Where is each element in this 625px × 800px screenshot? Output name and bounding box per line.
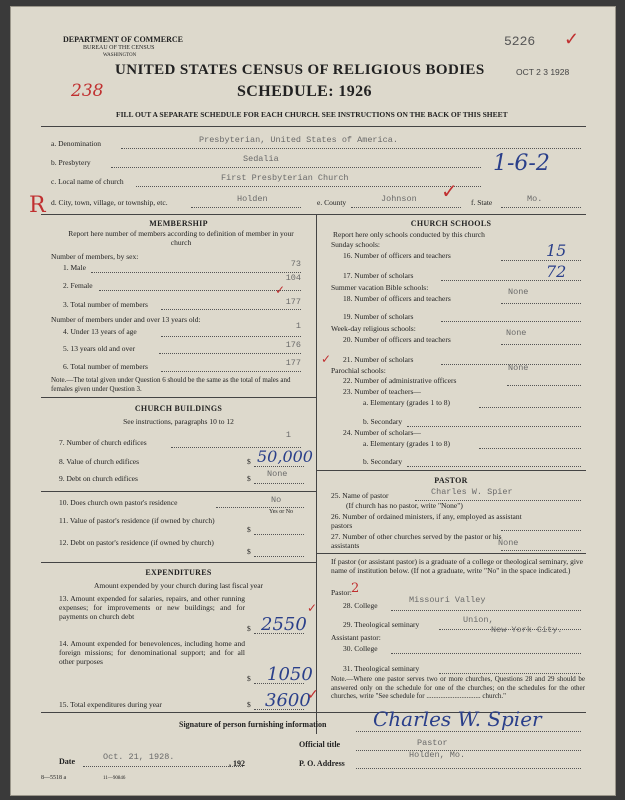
q30-label: 30. College xyxy=(343,644,378,653)
form-title: UNITED STATES CENSUS OF RELIGIOUS BODIES xyxy=(115,62,485,78)
check-mark-icon: ✓ xyxy=(307,601,318,615)
q10-residence-label: 10. Does church own pastor's residence xyxy=(59,498,178,507)
q13-running-label: 13. Amount expended for salaries, repairs, and other running expenses; for improvements or new buildings; and for payments on church debt xyxy=(59,594,245,621)
q25-sub: (If church has no pastor, write "None") xyxy=(346,501,463,510)
q25-value: Charles W. Spier xyxy=(431,487,513,497)
q12-residence-debt-label: 12. Debt on pastor's residence (if owned by church) xyxy=(59,538,214,547)
weekday-label: Week-day religious schools: xyxy=(331,324,416,333)
age-intro-label: Number of members under and over 13 years old: xyxy=(51,315,201,324)
schools-title: CHURCH SCHOOLS xyxy=(410,219,492,228)
membership-intro: Report here number of members according to definition of member in your church xyxy=(68,229,294,247)
check-mark-icon: ✓ xyxy=(564,29,580,49)
q18-label: 18. Number of officers and teachers xyxy=(343,294,451,303)
pastor-note: Note.—Where one pastor serves two or more churches, Questions 28 and 29 should be answered only on the schedule for one of the churches; on the schedules for the other churches, write "See schedule for ............................... church." xyxy=(331,675,585,700)
po-address-value: Holden, Mo. xyxy=(409,750,466,760)
q28-value: Missouri Valley xyxy=(409,595,486,605)
print-code: 11—90846 xyxy=(103,776,126,781)
q31-label: 31. Theological seminary xyxy=(343,664,420,673)
q10-residence-value: No xyxy=(271,495,282,505)
bureau-name: BUREAU OF THE CENSUS xyxy=(83,45,155,51)
q18-value: None xyxy=(508,287,529,297)
q24b-label: b. Secondary xyxy=(363,457,403,466)
q2-female-value: 104 xyxy=(285,273,301,283)
expenditures-intro: Amount expended by your church during last fiscal year xyxy=(93,581,264,590)
date-label: Date xyxy=(59,757,75,766)
q16-value: 15 xyxy=(546,241,567,260)
section-rule-top xyxy=(41,214,586,215)
expenditures-title: EXPENDITURES xyxy=(145,568,212,577)
assistant-sub-label: Assistant pastor: xyxy=(331,633,381,642)
q20-value: None xyxy=(506,328,527,338)
column-divider xyxy=(316,214,317,734)
q13-running-value: 2550 xyxy=(261,614,307,635)
q3-total-value: 177 xyxy=(285,297,301,307)
q23a-label: a. Elementary (grades 1 to 8) xyxy=(363,398,451,407)
handwritten-r-mark: R xyxy=(29,193,46,218)
q9-debt-value: None xyxy=(267,469,288,479)
q21-label: 21. Number of scholars xyxy=(343,355,414,364)
handwritten-code: 1-6-2 xyxy=(493,151,550,176)
q1-male-value: 73 xyxy=(290,259,301,269)
signature-label: Signature of person furnishing information xyxy=(179,720,327,729)
local-name-label: c. Local name of church xyxy=(51,177,124,186)
q29-value-line1: Union, xyxy=(463,615,494,625)
membership-note: Note.—The total given under Question 6 should be the same as the total of males and females given under Question 3. xyxy=(51,376,291,393)
official-title-value: Pastor xyxy=(417,738,448,748)
q25-label: 25. Name of pastor xyxy=(331,491,389,500)
q7-edifices-label: 7. Number of church edifices xyxy=(59,438,147,447)
check-mark-icon: ✓ xyxy=(441,181,458,203)
q6-total-label: 6. Total number of members xyxy=(63,362,148,371)
county-label: e. County xyxy=(317,198,347,207)
q8-value-label: 8. Value of church edifices xyxy=(59,457,140,466)
q3-total-label: 3. Total number of members xyxy=(63,300,148,309)
q20-label: 20. Number of officers and teachers xyxy=(343,335,451,344)
q1-male-label: 1. Male xyxy=(63,263,86,272)
schools-intro: Report here only schools conducted by this church xyxy=(333,230,485,239)
q7-edifices-value: 1 xyxy=(285,430,291,440)
official-title-label: Official title xyxy=(299,740,341,749)
q24a-label: a. Elementary (grades 1 to 8) xyxy=(363,439,451,448)
graduate-note: If pastor (or assistant pastor) is a graduate of a college or theological seminary, give name of institution below. (If not a graduate, write "No" in the space indicated.) xyxy=(331,557,583,575)
q27-label: 27. Number of other churches served by the pastor or his assistants xyxy=(331,532,502,550)
po-address-label: P. O. Address xyxy=(299,759,345,768)
form-instruction: FILL OUT A SEPARATE SCHEDULE FOR EACH CHURCH. SEE INSTRUCTIONS ON THE BACK OF THIS SHEET xyxy=(116,110,508,119)
presbytery-label: b. Presbytery xyxy=(51,158,91,167)
department-name: DEPARTMENT OF COMMERCE xyxy=(63,35,184,44)
denomination-label: a. Denomination xyxy=(51,139,101,148)
date-value: Oct. 21, 1928. xyxy=(103,752,175,762)
check-mark-icon: ✓ xyxy=(307,688,319,703)
buildings-intro: See instructions, paragraphs 10 to 12 xyxy=(123,417,234,426)
received-date-stamp: OCT 2 3 1928 xyxy=(516,67,570,77)
q17-label: 17. Number of scholars xyxy=(343,271,414,280)
q23b-label: b. Secondary xyxy=(363,417,403,426)
expenditures-rule xyxy=(41,562,316,563)
q29-label: 29. Theological seminary xyxy=(343,620,420,629)
pastor-rule xyxy=(316,470,586,471)
q11-residence-value-label: 11. Value of pastor's residence (if owned by church) xyxy=(59,516,215,525)
vacation-label: Summer vacation Bible schools: xyxy=(331,283,429,292)
serial-number: 5226 xyxy=(504,34,536,49)
q8-value-value: 50,000 xyxy=(257,447,313,466)
county-value: Johnson xyxy=(381,194,417,204)
q14-benevolence-label: 14. Amount expended for benevolences, including home and foreign missions; for denominational support; and for all other purposes xyxy=(59,639,245,666)
q29-value-line2: New York City. xyxy=(491,625,563,635)
denomination-value: Presbyterian, United States of America. xyxy=(199,135,398,145)
state-value: Mo. xyxy=(527,194,543,204)
q24-label: 24. Number of scholars— xyxy=(343,428,421,437)
q5-over13-label: 5. 13 years old and over xyxy=(63,344,136,353)
city-label: d. City, town, village, or township, etc. xyxy=(51,198,168,207)
presbytery-value: Sedalia xyxy=(243,154,279,164)
bureau-city: WASHINGTON xyxy=(103,53,137,58)
q4-under13-label: 4. Under 13 years of age xyxy=(63,327,137,336)
q4-under13-value: 1 xyxy=(295,321,301,331)
q28-label: 28. College xyxy=(343,601,378,610)
q9-debt-label: 9. Debt on church edifices xyxy=(59,474,138,483)
handwritten-tick: 2 xyxy=(351,581,360,596)
city-value: Holden xyxy=(237,194,268,204)
parochial-value: None xyxy=(508,363,529,373)
q17-value: 72 xyxy=(546,262,567,281)
q16-label: 16. Number of officers and teachers xyxy=(343,251,451,260)
q5-over13-value: 176 xyxy=(285,340,301,350)
check-mark-icon: ✓ xyxy=(275,283,286,297)
census-schedule-sheet: DEPARTMENT OF COMMERCE BUREAU OF THE CENSUS WASHINGTON 5226 ✓ UNITED STATES CENSUS OF RELIGIOUS BODIES OCT 2 3 1928 238 SCHEDULE: 1926 FILL OUT A SEPARATE SCHEDULE FOR EACH CHURCH. SEE INSTRUCTIONS ON THE BACK OF THIS SHEET a. Denomination Presbyterian, United States of America. b. Presbytery Sedalia 1-6-2 c. Local name of church First Presbyterian Church R d. City, town, village, or township, etc. Holden e. County Johnson ✓ f. State Mo. MEMBERSHIP Report here number of members according to definition of member in your church Number of members, by sex: 1. Male 73 2. Female 104 3. Total number of members 177 Number of members under and over 13 years old: 4. Under 13 years of age 1 5. 13 years old and over 176 6. Total number of members 177 Note.—The total given under Question 6 should be the same as the total of males and females given under Question 3. CHURCH BUILDINGS See instructions, paragraphs 10 to 12 7. Number of church edifices 1 8. Value of church edifices $ 50,000 9. Debt on church edifices $ None 10. Does church own pastor's residence No Yes or No 11. Value of pastor's residence (if owned by church) $ 12. Debt on pastor's residence (if owned by church) $ EXPENDITURES Amount expended by your church during last fiscal year 13. Amount expended for salaries, repairs, and other running expenses; for improvements or new buildings; and for payments on church debt $ 2550 14. Amount expended for benevolences, including home and foreign missions; for denominational support; and for all other purposes $ 1050 15. Total expenditures during year $ 3600 ✓ CHURCH SCHOOLS Report here only schools conducted by this church Sunday schools: 16. Number of officers and teachers 15 17. Number of scholars 72 Summer vacation Bible schools: 18. Number of officers and teachers None 19. Number of scholars Week-day religious schools: 20. Number of officers and teachers None 21. Number of scholars Parochial schools: None 22. Number of administrative officers 23. Number of teachers— a. Elementary (grades 1 to 8) b. Secondary 24. Number of scholars— a. Elementary (grades 1 to 8) b. Secondary PASTOR 25. Name of pastor Charles W. Spier (If church has no pastor, write "None") 26. Number of ordained ministers, if any, employed as assistant pastors 27. Number of other churches served by the pastor or his assistants None If pastor (or assistant pastor) is a graduate of a college or theological seminary, give name of institution below. (If not a graduate, write "No" in the space indicated.) Pastor: 2 28. College Missouri Valley 29. Theological seminary Union, New York City. Assistant pastor: 30. College 31. Theological seminary Note.—Where one pastor serves two or more churches, Questions 28 and 29 should be answered only on the schedule for one of the churches; on the schedules for the other churches, write "See schedule for ............................... church." Signature of person furnishing information Charles W. Spier Official title Pastor Date Oct. 21, 1928. , 192 P. O. Address Holden, Mo. 8—5518 a 11—90846 ✓ ✓ ✓ xyxy=(10,6,616,796)
q19-label: 19. Number of scholars xyxy=(343,312,414,321)
q26-label: 26. Number of ordained ministers, if any, employed as assistant pastors xyxy=(331,512,522,530)
pastor-title: PASTOR xyxy=(434,476,468,485)
q22-label: 22. Number of administrative officers xyxy=(343,376,457,385)
sunday-label: Sunday schools: xyxy=(331,240,380,249)
form-number: 8—5518 a xyxy=(41,775,67,781)
local-name-value: First Presbyterian Church xyxy=(221,173,349,183)
yes-no-hint: Yes or No xyxy=(269,509,294,515)
q2-female-label: 2. Female xyxy=(63,281,93,290)
q14-benevolence-value: 1050 xyxy=(267,664,313,685)
by-sex-label: Number of members, by sex: xyxy=(51,252,139,261)
handwritten-file-number: 238 xyxy=(71,81,104,101)
q15-total-label: 15. Total expenditures during year xyxy=(59,700,162,709)
buildings-rule xyxy=(41,397,316,398)
q27-value: None xyxy=(498,538,519,548)
membership-title: MEMBERSHIP xyxy=(149,219,208,228)
date-year-suffix: , 192 xyxy=(229,759,245,768)
form-subtitle: SCHEDULE: 1926 xyxy=(237,83,372,100)
state-label: f. State xyxy=(471,198,493,207)
parochial-label: Parochial schools: xyxy=(331,366,386,375)
q23-label: 23. Number of teachers— xyxy=(343,387,421,396)
signature: Charles W. Spier xyxy=(373,707,542,731)
pastor-sub-label: Pastor: xyxy=(331,588,352,597)
header-rule xyxy=(41,126,586,127)
q6-total-value: 177 xyxy=(285,358,301,368)
buildings-title: CHURCH BUILDINGS xyxy=(134,404,223,413)
q15-total-value: 3600 xyxy=(265,690,311,711)
check-mark-icon: ✓ xyxy=(321,352,332,366)
